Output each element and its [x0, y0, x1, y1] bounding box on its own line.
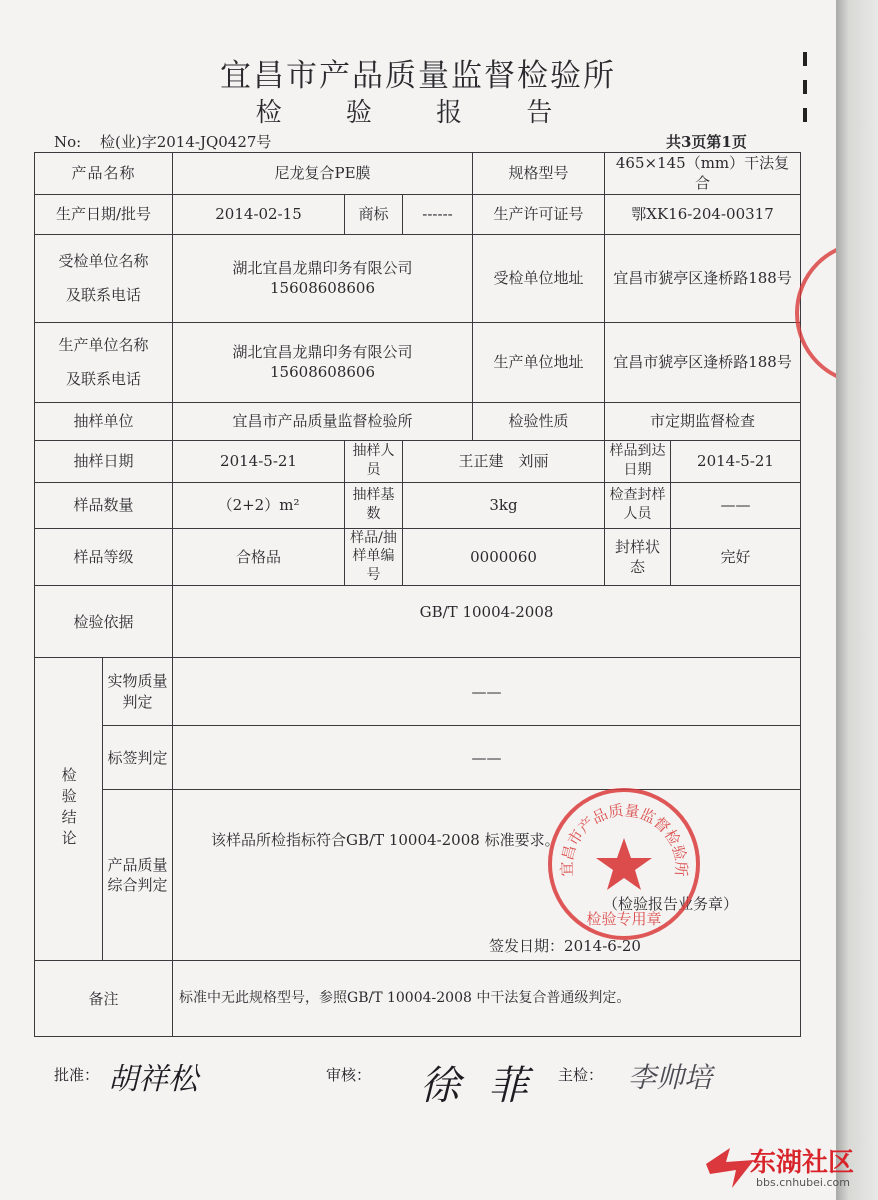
spec-label: 规格型号	[473, 153, 605, 195]
arrival-label: 样品到达日期	[605, 440, 671, 482]
table-row	[35, 658, 801, 726]
seal-note: （检验报告业务章）	[603, 895, 739, 914]
report-org-title: 宜昌市产品质量监督检验所	[220, 58, 616, 94]
tag-value: ——	[173, 726, 801, 790]
report-number-value: 检(业)字2014-JQ0427号	[100, 133, 272, 151]
qty-label: 样品数量	[35, 482, 173, 528]
remark-value: 标准中无此规格型号，参照GB/T 10004-2008 中干法复合普通级判定。	[173, 961, 801, 1037]
inspected-unit-phone: 15608608606	[270, 279, 375, 297]
review-label: 审核：	[326, 1066, 372, 1084]
table-row	[35, 322, 801, 402]
table-row	[35, 153, 801, 195]
producer-label-1: 生产单位名称	[58, 335, 149, 354]
official-seal-stamp	[546, 786, 702, 942]
review-signature: 徐菲	[420, 1063, 556, 1109]
seal-bottom-text: 检验专用章	[586, 910, 662, 928]
sample-no-label: 样品/抽样单编号	[345, 528, 403, 586]
table-row	[35, 234, 801, 322]
page-count: 共3页第1页	[666, 133, 747, 151]
product-name: 尼龙复合PE膜	[173, 153, 473, 195]
report-number	[54, 131, 271, 152]
overall-content	[173, 790, 800, 960]
overall-value: 该样品所检指标符合GB/T 10004-2008 标准要求。	[211, 831, 560, 850]
remark-label: 备注	[35, 961, 173, 1037]
license-value: 鄂XK16-204-00317	[605, 194, 801, 234]
seal-arc-text: 宜昌市产品质量监督检验所	[557, 801, 691, 877]
arrival-value: 2014-5-21	[671, 440, 801, 482]
table-row	[35, 440, 801, 482]
seal-state-label: 封样状态	[605, 528, 671, 586]
product-name-label: 产品名称	[35, 153, 173, 195]
sampler-value: 王正建 刘丽	[403, 440, 605, 482]
watermark-logo	[700, 1140, 870, 1196]
inspected-unit-label-1: 受检单位名称	[58, 251, 149, 270]
margin-mark	[803, 52, 807, 66]
issue-date-value: 2014-6-20	[564, 937, 641, 956]
inspected-addr: 宜昌市猇亭区逢桥路188号	[605, 234, 801, 322]
approve-label: 批准：	[54, 1066, 100, 1084]
conclusion-label-cell	[35, 658, 103, 961]
sealer-value: ——	[671, 482, 801, 528]
tag-label: 标签判定	[103, 726, 173, 790]
sampling-unit-label: 抽样单位	[35, 402, 173, 440]
producer-label-2: 及联系电话	[66, 370, 142, 388]
spec-value: 465×145（mm）干法复合	[605, 153, 801, 195]
sample-no-value: 0000060	[403, 528, 605, 586]
table-row	[35, 194, 801, 234]
issue-date-label: 签发日期：	[489, 937, 565, 956]
inspected-unit-label	[35, 234, 173, 322]
watermark-name: 东湖社区	[750, 1148, 855, 1178]
chief-signature: 李帅培	[628, 1061, 713, 1094]
inspected-unit-label-2: 及联系电话	[66, 286, 142, 304]
grade-value: 合格品	[173, 528, 345, 586]
watermark-url: bbs.cnhubei.com	[756, 1176, 850, 1189]
producer-name: 湖北宜昌龙鼎印务有限公司	[232, 342, 413, 361]
sampling-date: 2014-5-21	[173, 440, 345, 482]
base-value: 3kg	[403, 482, 605, 528]
date-batch-label: 生产日期/批号	[35, 194, 173, 234]
approve-signature: 胡祥松	[108, 1062, 198, 1097]
report-number-label: No:	[54, 133, 82, 151]
overall-cell	[173, 790, 801, 961]
table-row	[35, 726, 801, 790]
license-label: 生产许可证号	[473, 194, 605, 234]
basis-value: GB/T 10004-2008	[173, 586, 801, 658]
sampling-date-label: 抽样日期	[35, 440, 173, 482]
producer-addr-label: 生产单位地址	[473, 322, 605, 402]
nature-label: 检验性质	[473, 402, 605, 440]
producer-phone: 15608608606	[270, 363, 375, 381]
basis-label: 检验依据	[35, 586, 173, 658]
physical-value: ——	[173, 658, 801, 726]
inspected-unit	[173, 234, 473, 322]
partial-seal-stamp	[792, 238, 836, 388]
conclusion-label: 检验结论	[59, 767, 78, 852]
qty-value: （2+2）m²	[173, 482, 345, 528]
physical-label: 实物质量判定	[103, 658, 173, 726]
table-row	[35, 586, 801, 658]
table-row	[35, 402, 801, 440]
producer	[173, 322, 473, 402]
chief-label: 主检：	[558, 1066, 604, 1084]
date-batch-value: 2014-02-15	[173, 194, 345, 234]
nature-value: 市定期监督检查	[605, 402, 801, 440]
seal-state-value: 完好	[671, 528, 801, 586]
margin-mark	[803, 80, 807, 94]
margin-mark	[803, 108, 807, 122]
brand-label: 商标	[345, 194, 403, 234]
table-row	[35, 961, 801, 1037]
table-row	[35, 482, 801, 528]
sampler-label: 抽样人员	[345, 440, 403, 482]
star-icon	[596, 838, 652, 890]
sealer-label: 检查封样人员	[605, 482, 671, 528]
grade-label: 样品等级	[35, 528, 173, 586]
inspected-addr-label: 受检单位地址	[473, 234, 605, 322]
table-row	[35, 528, 801, 586]
report-subtitle: 检 验 报 告	[255, 98, 581, 128]
overall-label: 产品质量综合判定	[103, 790, 173, 961]
sampling-unit: 宜昌市产品质量监督检验所	[173, 402, 473, 440]
brand-value: ------	[403, 194, 473, 234]
producer-label	[35, 322, 173, 402]
inspected-unit-name: 湖北宜昌龙鼎印务有限公司	[232, 258, 413, 277]
scan-edge	[836, 0, 878, 1200]
producer-addr: 宜昌市猇亭区逢桥路188号	[605, 322, 801, 402]
signature-area	[0, 1054, 836, 1114]
base-label: 抽样基数	[345, 482, 403, 528]
